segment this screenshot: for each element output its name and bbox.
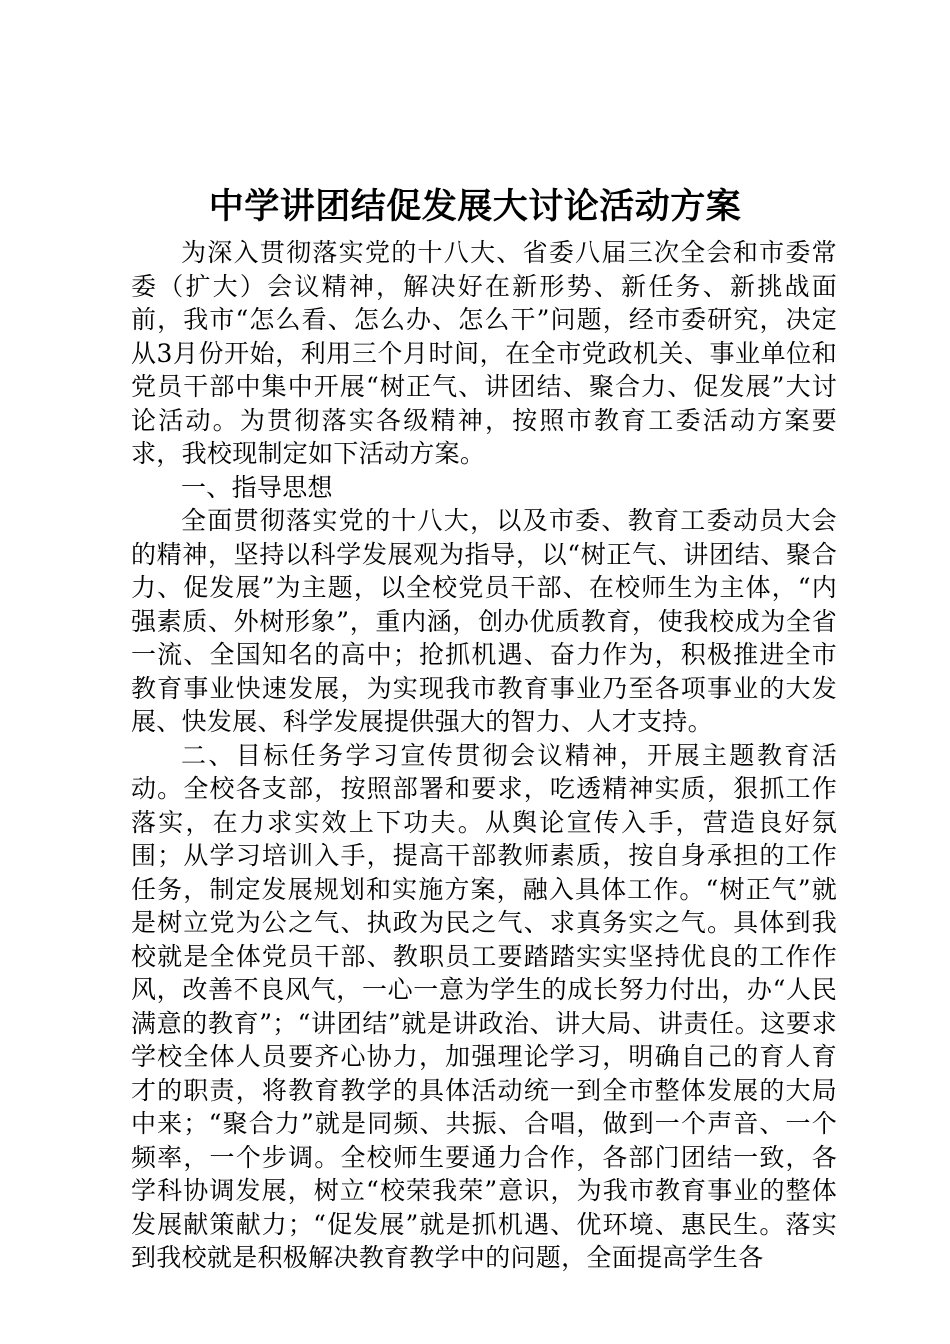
- paragraph-guiding-thought: 全面贯彻落实党的十八大，以及市委、教育工委动员大会的精神，坚持以科学发展观为指导，以“树正气、讲团结、聚合力、促发展”为主题，以全校党员干部、在校师生为主体，“内强素质、外树形象”，重内涵，创办优质教育，使我校成为全省一流、全国知名的高中；抢抓机遇、奋力作为，积极推进全市教育事业快速发展，为实现我市教育事业乃至各项事业的大发展、快发展、科学发展提供强大的智力、人才支持。: [131, 506, 837, 736]
- section-heading-guiding-thought: 一、指导思想: [181, 472, 333, 502]
- document-body: [131, 236, 837, 1275]
- paragraph-goals-tasks: 二、目标任务学习宣传贯彻会议精神，开展主题教育活动。全校各支部，按照部署和要求，吃透精神实质，狠抓工作落实，在力求实效上下功夫。从舆论宣传入手，营造良好氛围；从学习培训入手，提高干部教师素质，按自身承担的工作任务，制定发展规划和实施方案，融入具体工作。“树正气”就是树立党为公之气、执政为民之气、求真务实之气。具体到我校就是全体党员干部、教职员工要踏踏实实坚持优良的工作作风，改善不良风气，一心一意为学生的成长努力付出，办“人民满意的教育”；“讲团结”就是讲政治、讲大局、讲责任。这要求学校全体人员要齐心协力，加强理论学习，明确自己的育人育才的职责，将教育教学的具体活动统一到全市整体发展的大局中来；“聚合力”就是同频、共振、合唱，做到一个声音、一个频率，一个步调。全校师生要通力合作，各部门团结一致，各学科协调发展，树立“校荣我荣”意识，为我市教育事业的整体发展献策献力；“促发展”就是抓机遇、优环境、惠民生。落实到我校就是积极解决教育教学中的问题，全面提高学生各: [131, 740, 837, 1272]
- document-title: 中学讲团结促发展大讨论活动方案: [208, 187, 742, 227]
- paragraph-intro: 为深入贯彻落实党的十八大、省委八届三次全会和市委常委（扩大）会议精神，解决好在新形势、新任务、新挑战面前，我市“怎么看、怎么办、怎么干”问题，经市委研究，决定从3月份开始，利用三个月时间，在全市党政机关、事业单位和党员干部中集中开展“树正气、讲团结、聚合力、促发展”大讨论活动。为贯彻落实各级精神，按照市教育工委活动方案要求，我校现制定如下活动方案。: [131, 238, 837, 468]
